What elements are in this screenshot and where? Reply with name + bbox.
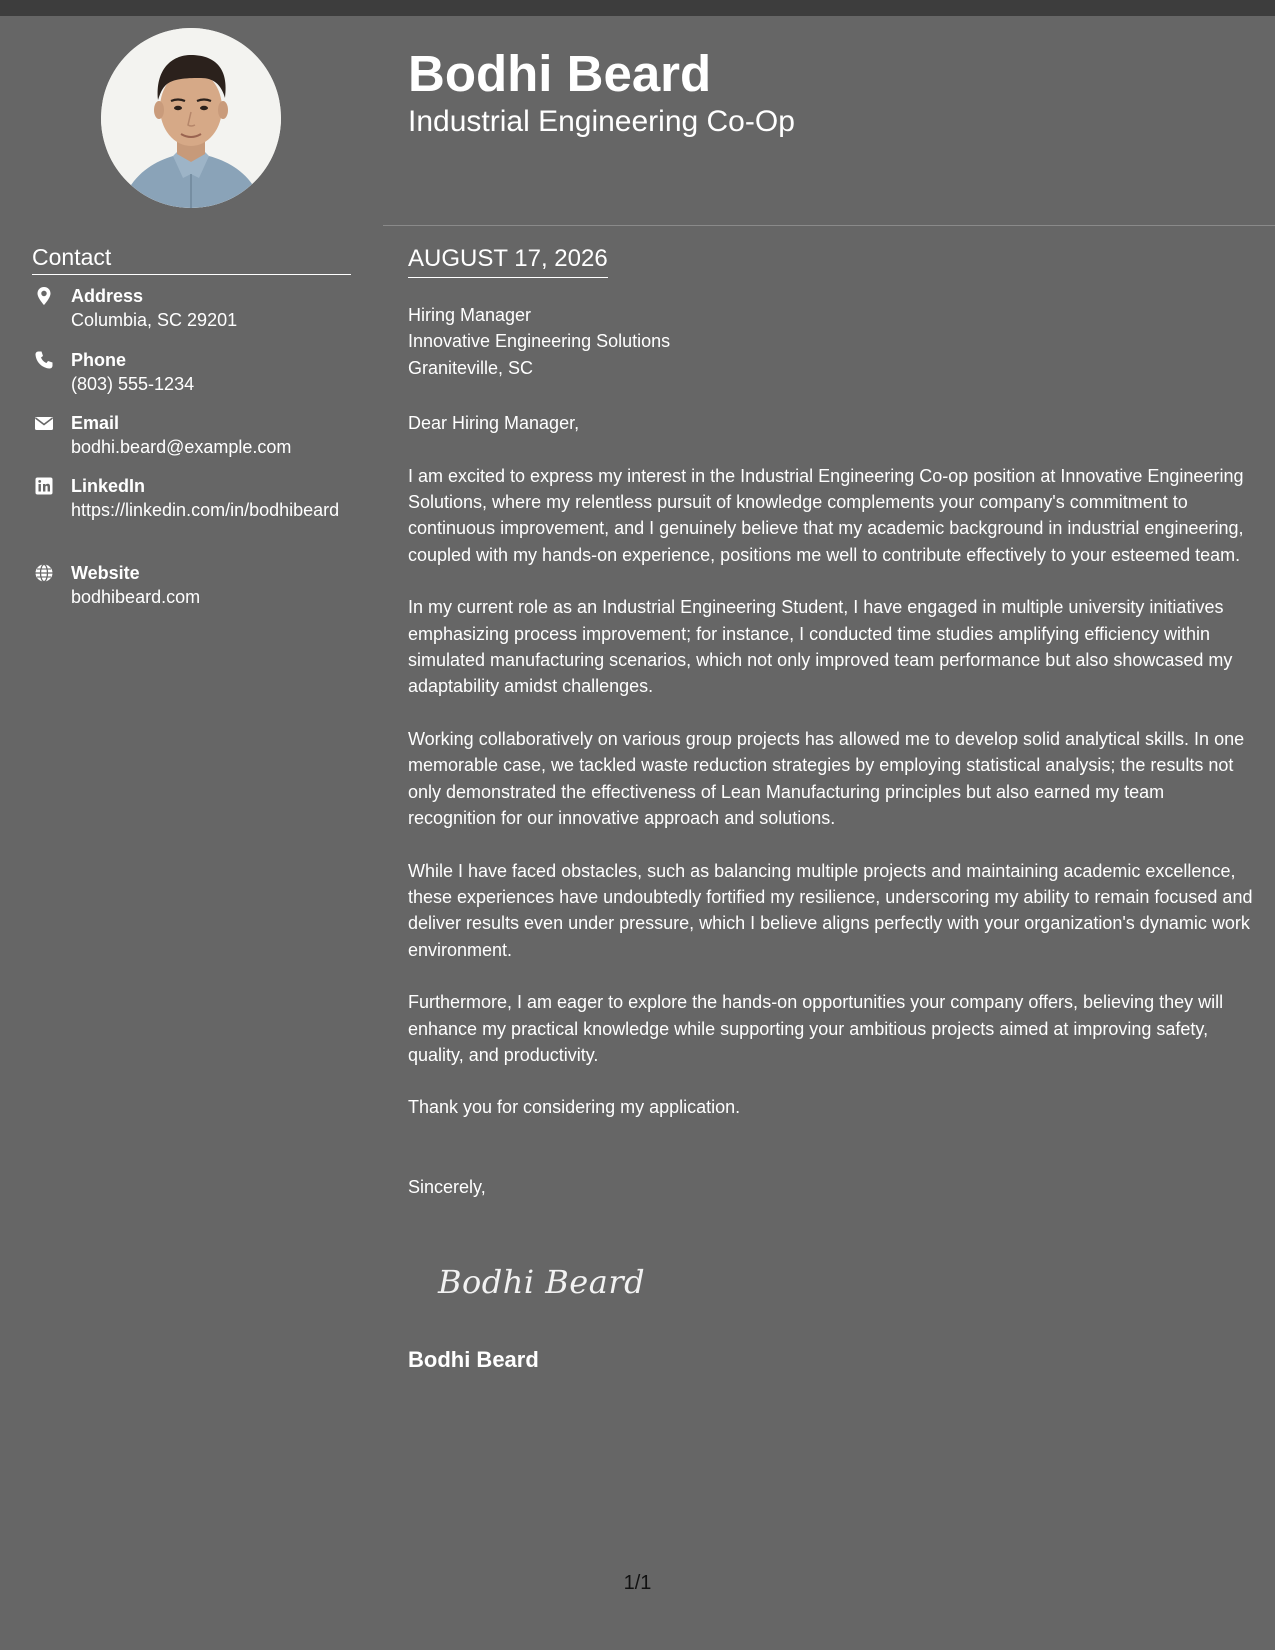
linkedin-value[interactable]: https://linkedin.com/in/bodhibeard [71, 500, 340, 520]
contact-phone [32, 348, 352, 411]
recipient-company: Innovative Engineering Solutions [408, 331, 671, 352]
paragraph: Thank you for considering my application. [408, 1097, 741, 1118]
signed-name: Bodhi Beard [408, 1347, 539, 1372]
applicant-name: Bodhi Beard [408, 45, 712, 102]
recipient-block [408, 302, 1253, 381]
paragraph: In my current role as an Industrial Engineering Student, I have engaged in multiple university initiatives emphasizing process improvement; for instance, I conducted time studies amplifying efficiency within simulated manufacturing scenarios, which not only improved team performance but also showcased my adaptability amidst challenges. [408, 597, 1233, 697]
phone-value: (803) 555-1234 [71, 374, 195, 394]
contact-list [32, 284, 352, 609]
website-value[interactable]: bodhibeard.com [71, 587, 201, 607]
contact-email [32, 411, 352, 474]
website-label: Website [71, 563, 140, 583]
recipient-location: Graniteville, SC [408, 357, 534, 378]
contact-linkedin [32, 474, 352, 561]
globe-icon [34, 563, 54, 583]
job-title: Industrial Engineering Co-Op [408, 105, 795, 138]
salutation: Dear Hiring Manager, [408, 413, 580, 434]
paragraph: Furthermore, I am eager to explore the hands-on opportunities your company offers, believing they will enhance my practical knowledge while supporting your ambitious projects aimed at improving safety, quality, and productivity. [408, 992, 1224, 1065]
paragraph: While I have faced obstacles, such as balancing multiple projects and maintaining academic excellence, these experiences have undoubtedly fortified my resilience, underscoring my ability to remain focused and deliver results even under pressure, which I believe aligns perfectly with your organization's dynamic work environment. [408, 860, 1253, 960]
signature: Bodhi Beard [438, 1263, 646, 1301]
linkedin-label: LinkedIn [71, 476, 146, 496]
closing: Sincerely, [408, 1176, 486, 1197]
header-divider [383, 225, 1275, 226]
contact-address [32, 284, 352, 348]
page-indicator: 1/1 [623, 1572, 652, 1594]
paragraph: Working collaboratively on various group projects has allowed me to develop solid analytical skills. In one memorable case, we tackled waste reduction strategies by employing statistical analysis; the results not only demonstrated the effectiveness of Lean Manufacturing principles but also earned my team recognition for our innovative approach and solutions. [408, 728, 1245, 829]
profile-photo [101, 28, 281, 208]
map-pin-icon [34, 286, 54, 306]
address-value: Columbia, SC 29201 [71, 310, 238, 330]
sidebar [0, 16, 383, 1650]
letter-date: AUGUST 17, 2026 [408, 243, 608, 278]
phone-icon [34, 350, 54, 370]
phone-label: Phone [71, 350, 127, 370]
paragraph: I am excited to express my interest in the Industrial Engineering Co-op position at Innovative Engineering Solutions, where my relentless pursuit of knowledge complements your company's commitment to continuous improvement, and I genuinely believe that my academic background in industrial engineering, coupled with my hands-on experience, positions me well to contribute effectively to your esteemed team. [408, 465, 1244, 565]
top-bar [0, 0, 1275, 16]
recipient-name: Hiring Manager [408, 305, 532, 325]
portrait-image [101, 28, 281, 208]
contact-website [32, 561, 352, 609]
address-label: Address [71, 286, 144, 306]
contact-heading: Contact [32, 242, 351, 275]
email-label: Email [71, 413, 120, 433]
letter-body [408, 302, 1253, 1200]
email-value: bodhi.beard@example.com [71, 437, 292, 457]
envelope-icon [34, 413, 54, 433]
linkedin-icon [34, 476, 54, 496]
